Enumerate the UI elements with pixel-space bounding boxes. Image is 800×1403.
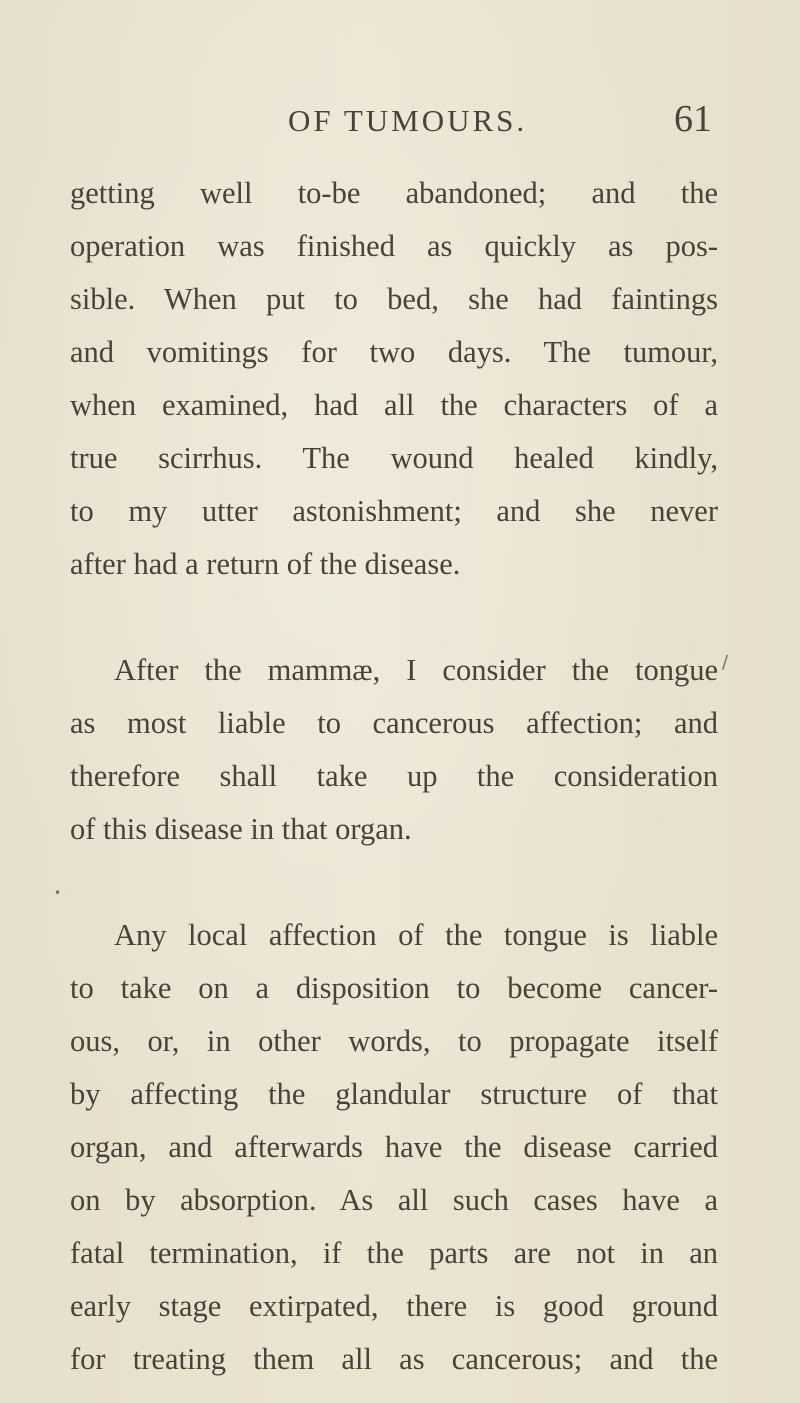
paragraph (70, 167, 718, 591)
text-line: as most liable to cancerous affection; and (70, 706, 718, 740)
text-line: After the mammæ, I consider the tongue (114, 653, 718, 687)
page-number: 61 (674, 98, 712, 140)
text-line: to take on a disposition to become cancer- (70, 971, 718, 1005)
paragraph-spacer (70, 591, 718, 644)
text-line: organ, and afterwards have the disease carried (70, 1130, 718, 1164)
margin-speck: • (54, 886, 62, 900)
running-head (70, 98, 712, 153)
text-line: therefore shall take up the consideration (70, 759, 718, 793)
text-line: Any local affection of the tongue is liable (114, 918, 718, 952)
text-line: to my utter astonishment; and she never (70, 494, 718, 528)
text-line: on by absorption. As all such cases have a (70, 1183, 718, 1217)
text-line: true scirrhus. The wound healed kindly, (70, 441, 718, 475)
text-line: getting well to-be abandoned; and the (70, 176, 718, 210)
text-line: ous, or, in other words, to propagate itself (70, 1024, 718, 1058)
text-line: operation was finished as quickly as pos- (70, 229, 718, 263)
text-line: fatal termination, if the parts are not in an (70, 1236, 718, 1270)
text-line: and vomitings for two days. The tumour, (70, 335, 718, 369)
margin-speck: / (722, 652, 729, 673)
text-line: sible. When put to bed, she had faintings (70, 282, 718, 316)
text-line: of this disease in that organ. (70, 812, 412, 846)
text-line: after had a return of the disease. (70, 547, 461, 581)
paragraph (70, 909, 718, 1386)
text-line: when examined, had all the characters of a (70, 388, 718, 422)
text-line: early stage extirpated, there is good ground (70, 1289, 718, 1323)
running-title: OF TUMOURS. (288, 103, 528, 138)
text-line: by affecting the glandular structure of that (70, 1077, 718, 1111)
paragraph (70, 644, 718, 856)
body-text (70, 167, 718, 1386)
text-line: for treating them all as cancerous; and the (70, 1342, 718, 1376)
paragraph-spacer (70, 856, 718, 909)
